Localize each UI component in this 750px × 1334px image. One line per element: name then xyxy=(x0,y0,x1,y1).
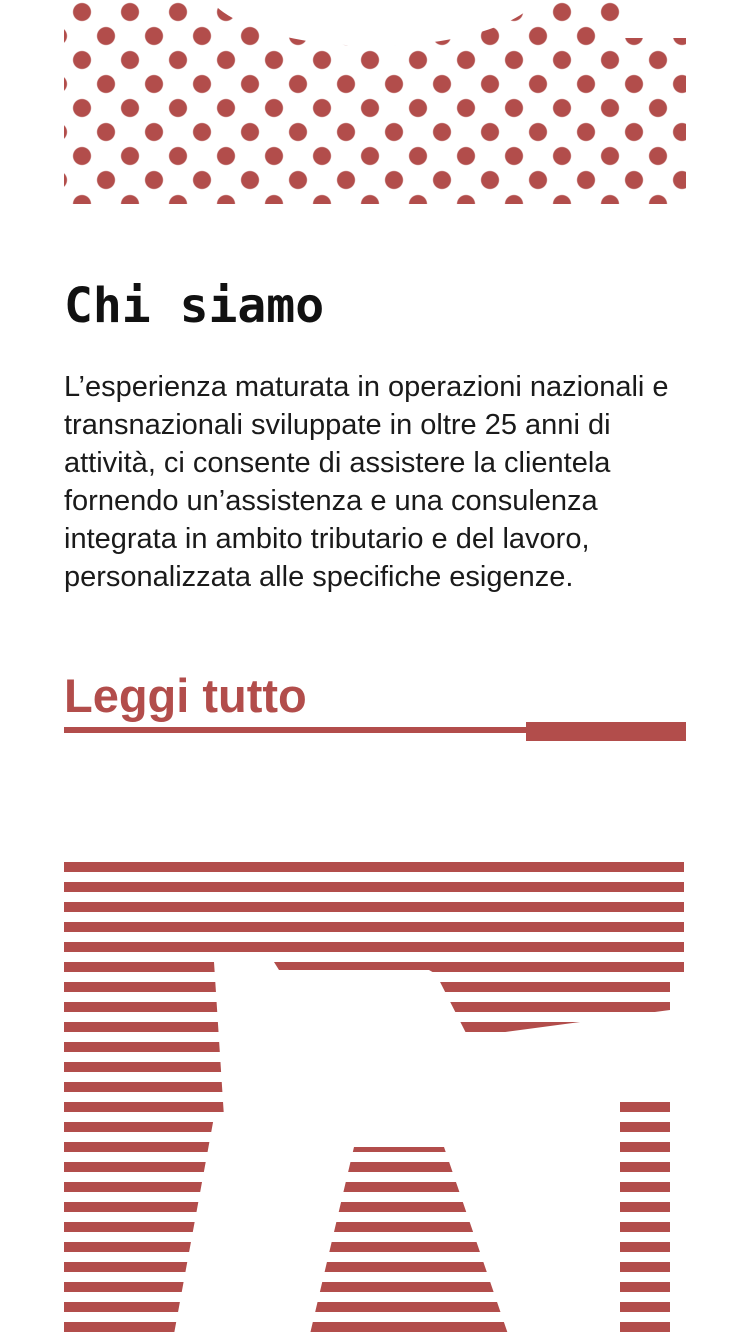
dashed-pattern-illustration xyxy=(64,862,686,1334)
read-more-underline xyxy=(64,727,534,733)
read-more-link[interactable]: Leggi tutto xyxy=(64,669,307,722)
building-silhouette-icon xyxy=(64,862,686,1334)
banner-curve-cutout xyxy=(204,0,544,46)
banner-corner-cutout xyxy=(622,0,686,38)
polka-dot-banner-image xyxy=(64,0,686,204)
about-description: L’esperienza maturata in operazioni nazionali e transnazionali sviluppate in oltre 25 anni di attività, ci consente di assistere la clientela fornendo un’assistenza e una consulenza integrata in ambito tributario e del lavoro, personalizzata alle specifiche esigenze. xyxy=(64,371,669,593)
section-title: Chi siamo xyxy=(64,278,325,334)
read-more-accent-bar xyxy=(526,722,686,741)
